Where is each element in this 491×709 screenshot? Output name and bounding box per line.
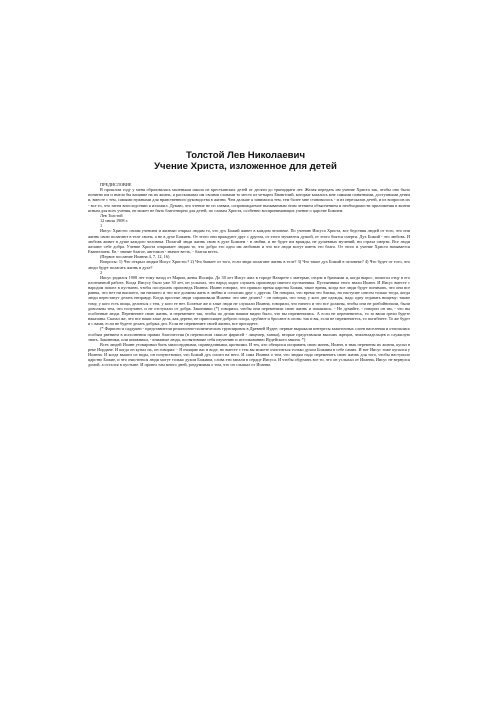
section-paragraph: Иисус Христос своим учением и жизнью открыл людям то, что дух Божий живет в каждом человеке. По учению Иисуса Христа, все бедствия людей от того, что они жизнь свою полагают в теле своем, а не в духе Божием. От этого они враждуют друг с другом, от этого мучаются душой, от этого боятся смерти. Дух Божий - это любовь. И любовь живет в душе каждого человека. Полагай люди жизнь свою в духе Божием - в любви, и не будет им вражды, не душевных мучений, ни страха смерти. Все люди желают себе добра. Учение Христа открывает людям то, что добро это одно им любовью и что все люди могут иметь это благо. От этого и учение Христа называется Евангелием. Ев - значит благое, ангелион - значит весть, - благая весть.: [88, 228, 410, 255]
preface-label: ПРЕДИСЛОВИЕ: [100, 182, 132, 187]
document-body: [88, 182, 410, 368]
footnote-paragraph: (* Фарисеи и саддукеи - представители религиозно-политических группировок в Древней Иудее; первые выражали интересы зажиточных слоев населения и отличались особым рвением в исполнении правил благочестия (в переносном смысле фарисей - лицемер, ханжа), вторые представляли высших жрецов, землевладельцев и служилую знать. Законники, или книжники, - книжные люди, посвятившие себя изучению и истолкованию Иудейского закона. *): [88, 326, 410, 342]
section-paragraph: Иисус родился 1908 лет тому назад от Марии, жены Иосифа. До 30 лет Иисус жил в городе Назарете с матерью, отцом и братьями и, когда вырос, помогал отцу в его плотничной работе. Когда Иисусу было уже 30 лет, он услыхал, что народ ходит слушать проповеди святого пустынника. Пустынника этого звали Иоанн. И Иисус вместе с народом пошел в пустыню, чтобы послушать проповедь Иоанна. Иоанн говорил, что пришло время царства Божия, такое время, когда все люди будут понимать, что они все равны, что нет ни высшего, ни низшего и что все должны жить в любви и согласии друг с другом. Он говорил, что время это близко, но наступит совсем только тогда, когда люди перестанут делать неправду. Когда простые люди спрашивали Иоанна: что мне делать? - он говорил, что тому, у кого две одежды, надо одну отдавать нищему; также тому, у кого есть пища, делиться с тем, у кого ее нет. Богатые же и злые люди не слушали Иоанна, говорили, что ничего и что все должны, чтобы они не разбойничали, были довольны тем, что получают, и не отступали от добра. Законники (*) говорили, чтобы они переменили свою жизнь и покаялись. - Не думайте, - говорил он им, - что вы особенные люди. Перемените свою жизнь, и перемените так, чтобы по делам вашим видно было, что вы переменились. А если не переменитесь, то за ваши грехи будете наказаны. Сказал же, что все ваши злые дела, как дерево, не приносящее доброго плода, срубают и бросают в огонь: так и вы, если не переменитесь, то погибнете. То же будет и с вами, если не будете делать добрых дел. Если не перемените своей жизни, все пропадете.: [88, 274, 410, 327]
document-heading: [0, 150, 491, 172]
author-name: Толстой Лев Николаевич: [185, 150, 306, 161]
section-questions: Вопросы: 1) Что открыл людям Иисус Христос? 2) Что бывает от того, если люди полагают жизнь в теле? 3) Что такое дух Божий в человеке? 4) Что будет от того, что люди будут полагать жизнь в духе?: [88, 259, 410, 270]
preface-signature: Лев Толстой: [100, 212, 123, 218]
section-number: 1: [100, 223, 103, 229]
section-number: 2: [100, 269, 103, 275]
preface-paragraph: В прошлом году у меня образовалась маленькая школа из крестьянских детей от десяти до тринадцати лет. Желая передать им учение Христа так, чтобы оно было понятно им и имело бы влияние на их жизнь, я рассказывал им своими словами то место из четырех Евангелий, которые казались мне самыми понятными, доступными детям и, вместе с тем, самыми нужными для нравственного руководства в жизни. Чем дальше я занимался тем, тем более мне становилось - и из пересказов детей, и из вопросов их - все то, что затем впоследствии я изложил. Думаю, что чтение не по главам, сопровождаемое вызываемым этим чтением объяснением и необходимости приложения в жизни ясным для всех учения, не может не быть благотворно для детей, по словам Христа, особенно воспринимающих учение о царстве Божием.: [88, 187, 410, 213]
preface-date: 12 июля 1908 г.: [100, 218, 128, 224]
document-title: Учение Христа, изложенное для детей: [154, 161, 337, 172]
section-paragraph: Всех людей Иоанн утомаривал быть милосердными, справедливыми, кроткими. И тех, кто обещался исправить свою жизнь, Иоанн, в знак перемены их жизни, купал в реке Иордане. И когда он купал их, он говорил: - Я очищаю вас в воде, но вместе с тем вы можете очиститься только духом Божиим в себе самих. И вот Иисус тоже купался у Иоанна. И когда вышел из воды, он почувствовал, что Божий дух сошел на него. И сама Иоанна о том, что людям надо переменить свою жизнь для того, чтобы наступило царство Божие, и что очиститься люди могут только духом Божиим, слова эти запали в сердце Иисуса. И чтобы обдумать все то, что он услыхал от Иоанна, Иисус не вернулся домой, а остался в пустыне. И провел там много дней, раздумывая о том, что он слышал от Иоанна.: [88, 341, 410, 368]
section-reference: (Первое послание Иоанна 4, 7, 12, 16): [100, 254, 170, 260]
